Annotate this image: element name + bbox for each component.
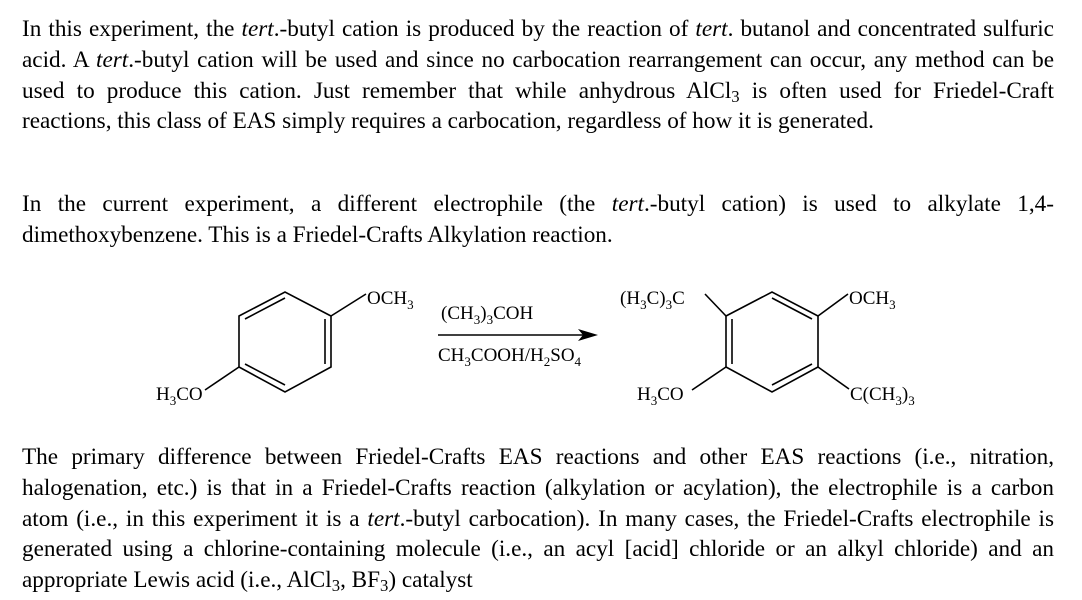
text: The primary difference between Friedel-Crafts EAS reactions and other EAS reactions (i.e., nitration, halogenation, etc.) is that in a Friedel-Crafts reaction (alkylation or acylation), the electrophile is a carbon atom (i.e., in this experiment it is a (22, 444, 1054, 532)
italic-text: tert (367, 505, 400, 532)
reactant-och3-label: $OCH_3$ (367, 288, 414, 312)
product-tert-butyl-top-label: $(H_3C)_3C$ (620, 288, 685, 312)
italic-text: tert (96, 46, 129, 73)
subscript: 3 (331, 576, 341, 596)
product-och3-label: $OCH_3$ (849, 288, 896, 312)
product-tert-butyl-bottom-label: $C(CH_3)_3$ (850, 384, 915, 408)
reagent-tert-butanol: $(CH_3)_3COH$ (441, 303, 534, 327)
reactant-benzene-ring (205, 292, 366, 392)
reactant-h3co-label: $H_3CO$ (156, 384, 203, 408)
italic-text: tert (611, 191, 644, 217)
text: In the current experiment, a different electrophile (the (22, 191, 612, 217)
reaction-scheme (0, 276, 1082, 436)
italic-text: tert (695, 16, 728, 42)
text: .-butyl cation is produced by the reaction of (273, 16, 696, 42)
italic-text: tert (241, 16, 274, 42)
subscript: 3 (380, 576, 389, 596)
text: .-butyl cation will be used and since no carbocation rearrangement can occur, any method can be used to produce this cation. Just remember that while anhydrous AlCl (22, 46, 1054, 104)
paragraph-current-experiment (22, 189, 1054, 251)
text: .-butyl cation) is used to alkylate 1,4-dimethoxybenzene. This is a Friedel-Crafts Alkylation reaction. (22, 191, 1054, 248)
subscript: 3 (731, 86, 740, 106)
reagent-solvent-acid: $CH_3COOH/H_2SO_4$ (438, 345, 582, 369)
paragraph-primary-difference (22, 442, 1054, 596)
reaction-arrow (438, 329, 598, 341)
text: . butanol and concentrated sulfuric acid. A (22, 16, 1054, 73)
product-benzene-ring (692, 292, 849, 392)
text: , BF (340, 567, 381, 594)
text: In this experiment, the (22, 16, 242, 42)
text: .-butyl carbocation). In many cases, the Friedel-Crafts electrophile is generated using a chlorine-containing molecule (i.e., an acyl [acid] chloride or an alkyl chloride) and an appropriate Lewis acid (i.e., AlCl (22, 505, 1054, 594)
text: ) catalyst (388, 567, 473, 594)
paragraph-intro (22, 14, 1054, 137)
product-h3co-label: $H_3CO$ (637, 384, 684, 408)
text: is often used for Friedel-Craft reactions, this class of EAS simply requires a carbocation, regardless of how it is generated. (22, 77, 1054, 135)
